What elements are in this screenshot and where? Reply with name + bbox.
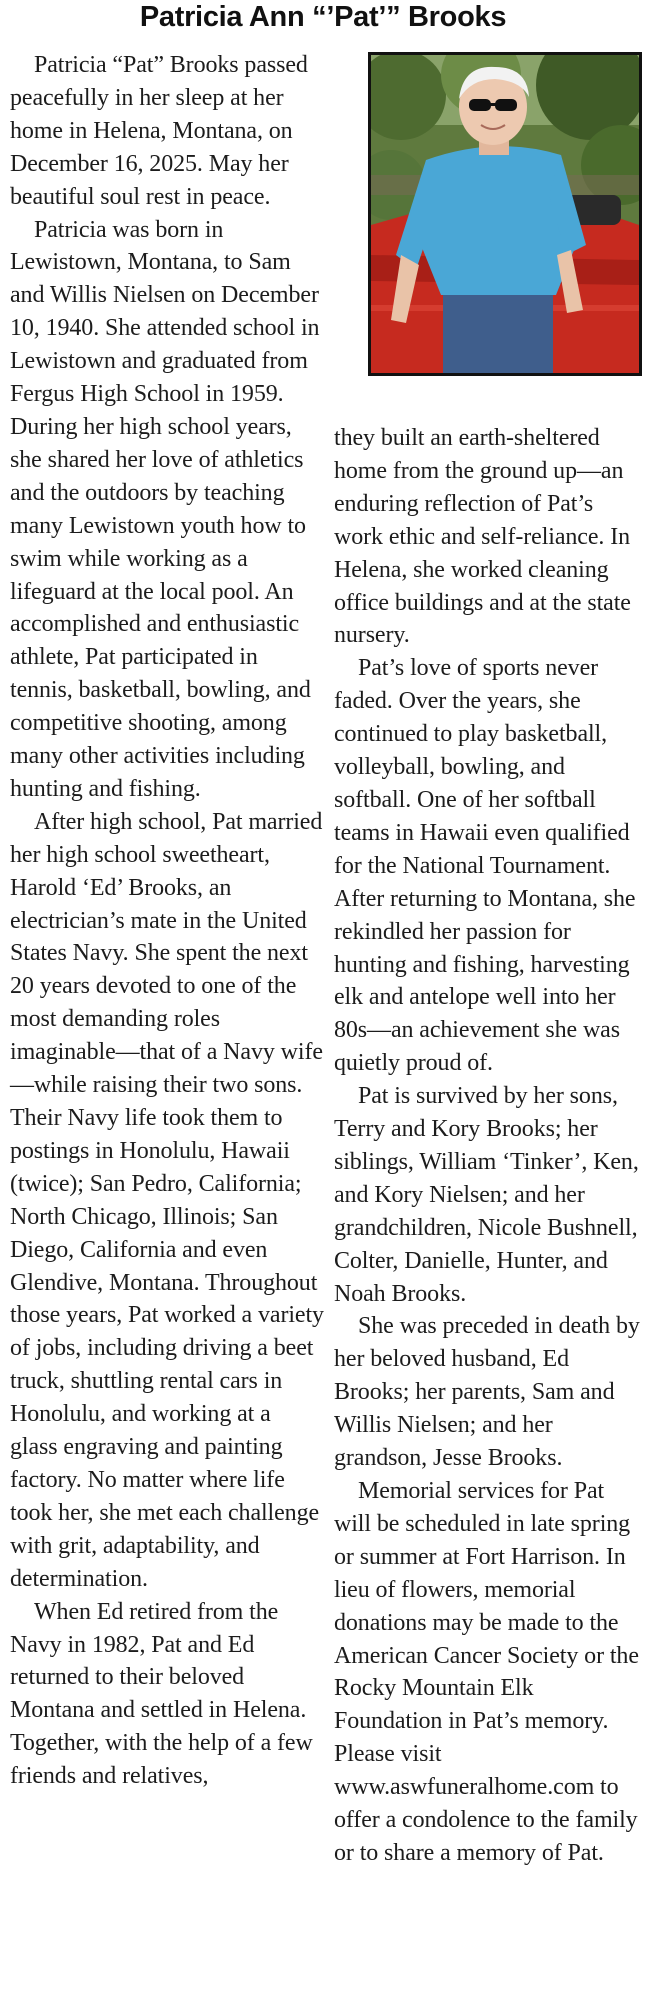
paragraph: Memorial services for Pat will be scheduled in late spring or summer at Fort Harrison. In lieu of flowers, memorial donations may be made to the American Cancer Society or the Rocky Mountain Elk Foundation in Pat’s memory. Please visit www.aswfuneralhome.com to offer a condolence to the family or to share a memory of Pat.	[334, 1478, 639, 1866]
obituary-title: Patricia Ann “’Pat’” Brooks	[139, 1, 507, 33]
paragraph: Patricia “Pat” Brooks passed peacefully in her sleep at her home in Helena, Montana, on December 16, 2025. May her beautiful soul rest in peace.	[10, 52, 308, 210]
paragraph: Pat is survived by her sons, Terry and Kory Brooks; her siblings, William ‘Tinker’, Ken, and Kory Nielsen; and her grandchildren, Nicole Bushnell, Colter, Danielle, Hunter, and Noah Brooks.	[334, 1083, 639, 1307]
paragraph: After high school, Pat married her high school sweetheart, Harold ‘Ed’ Brooks, an electrician’s mate in the United States Navy. She spent the next 20 years devoted to one of the most demanding roles imaginable—that of a Navy wife—while raising their two sons. Their Navy life took them to postings in Honolulu, Hawaii (twice); San Pedro, California; North Chicago, Illinois; San Diego, California and even Glendive, Montana. Throughout those years, Pat worked a variety of jobs, including driving a beet truck, shuttling rental cars in Honolulu, and working at a glass engraving and painting factory. No matter where life took her, she met each challenge with grit, adaptability, and determination.	[10, 808, 324, 1592]
paragraph: they built an earth-sheltered home from the ground up—an enduring reflection of Pat’s work ethic and self-reliance. In Helena, she worked cleaning office buildings and at the state nursery.	[334, 425, 631, 649]
left-column	[10, 49, 324, 1793]
paragraph: Pat’s love of sports never faded. Over the years, she continued to play basketball, volleyball, bowling, and softball. One of her softball teams in Hawaii even qualified for the National Tournament. After returning to Montana, she rekindled her passion for hunting and fishing, harvesting elk and antelope well into her 80s—an achievement she was quietly proud of.	[334, 655, 636, 1077]
paragraph: She was preceded in death by her beloved husband, Ed Brooks; her parents, Sam and Willis Nielsen; and her grandson, Jesse Brooks.	[334, 1313, 640, 1472]
portrait-image	[371, 55, 639, 373]
portrait-photo	[368, 52, 642, 376]
paragraph: When Ed retired from the Navy in 1982, Pat and Ed returned to their beloved Montana and settled in Helena. Together, with the help of a few friends and relatives,	[10, 1598, 313, 1790]
right-column	[334, 422, 642, 1870]
paragraph: Patricia was born in Lewistown, Montana, to Sam and Willis Nielsen on December 10, 1940. She attended school in Lewistown and graduated from Fergus High School in 1959. During her high school years, she shared her love of athletics and the outdoors by teaching many Lewistown youth how to swim while working as a lifeguard at the local pool. An accomplished and enthusiastic athlete, Pat participated in tennis, basketball, bowling, and competitive shooting, among many other activities including hunting and fishing.	[10, 216, 320, 802]
